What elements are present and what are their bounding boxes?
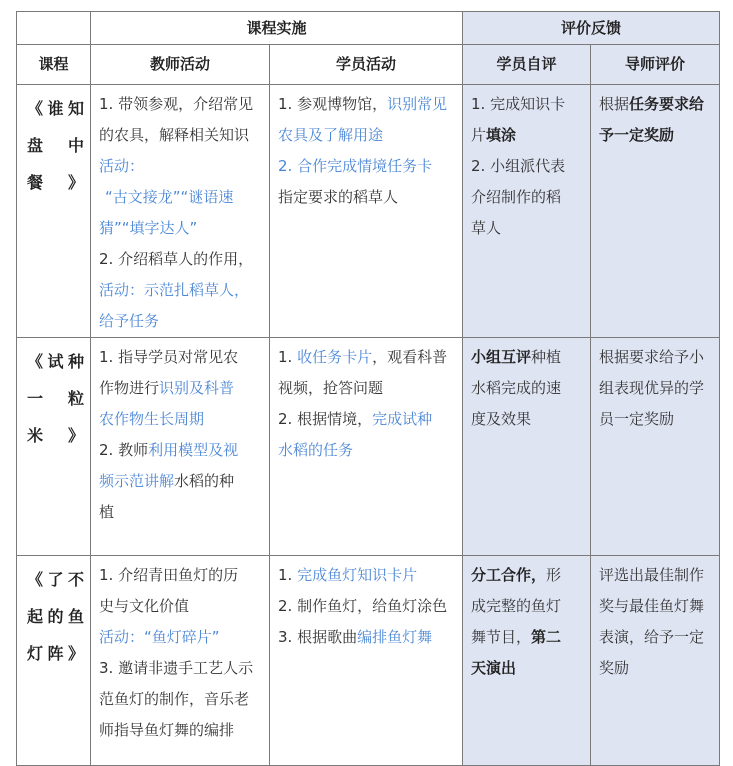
course-cell <box>17 338 91 556</box>
course-name-line: 起的鱼 <box>27 607 84 626</box>
text-segment: 种植 <box>531 348 562 366</box>
highlight-text: 农作物生长周期 <box>99 410 205 428</box>
cell-text-line <box>471 89 586 120</box>
cell-text-line <box>471 120 586 151</box>
cell-text-line <box>99 275 265 306</box>
text-segment: 3. 根据歌曲 <box>278 628 358 646</box>
course-name-line: 餐》 <box>27 173 84 192</box>
group-header-evaluation: 评价反馈 <box>463 12 720 45</box>
cell-text-line <box>99 244 265 275</box>
cell-text-line <box>471 182 586 213</box>
cell-text-line <box>471 373 586 404</box>
text-segment: 2. 小组派代表 <box>471 157 566 175</box>
bold-text: 填涂 <box>486 126 517 144</box>
text-segment: 根据 <box>599 95 630 113</box>
text-segment: 1. 完成知识卡 <box>471 95 566 113</box>
cell-text-line <box>278 591 458 622</box>
teacher-activity-cell <box>91 85 270 338</box>
self-eval-cell <box>463 338 591 556</box>
cell-text-line <box>99 466 265 497</box>
teacher-activity-cell <box>91 338 270 556</box>
cell-text-line <box>99 404 265 435</box>
highlight-text: 活动： <box>99 157 145 175</box>
cell-text-line <box>599 89 715 120</box>
text-segment: 范鱼灯的制作，音乐老 <box>99 690 250 708</box>
highlight-text: 收任务卡片 <box>297 348 373 366</box>
text-segment: 片 <box>471 126 487 144</box>
highlight-text: 利用模型及视 <box>148 441 239 459</box>
text-segment: 1. 带领参观，介绍常见 <box>99 95 254 113</box>
cell-text-line <box>99 435 265 466</box>
bold-text: 第二 <box>531 628 562 646</box>
course-name-line: 盘 中 <box>27 136 84 155</box>
table-row <box>17 338 720 556</box>
cell-text-line <box>99 373 265 404</box>
self-eval-cell <box>463 556 591 766</box>
text-segment: 指定要求的稻草人 <box>278 188 399 206</box>
course-name-line: 《试种 <box>27 352 84 371</box>
text-segment: 度及效果 <box>471 410 532 428</box>
cell-text-line <box>99 560 265 591</box>
highlight-text: “古文接龙”“谜语速 <box>105 188 234 206</box>
student-activity-cell <box>270 338 463 556</box>
cell-text-line <box>99 653 265 684</box>
cell-text-line <box>278 560 458 591</box>
teacher-activity-cell <box>91 556 270 766</box>
cell-text-line <box>278 182 458 213</box>
cell-text-line <box>599 120 715 151</box>
highlight-text: 猜”“填字达人” <box>99 219 198 237</box>
cell-text-line <box>99 306 265 337</box>
cell-text-line <box>471 151 586 182</box>
cell-text-line <box>599 591 715 622</box>
course-name-line: 一 粒 <box>27 389 84 408</box>
cell-text-line <box>99 342 265 373</box>
text-segment: 3. 邀请非遗手工艺人示 <box>99 659 254 677</box>
cell-text-line <box>471 213 586 244</box>
cell-text-line <box>99 120 265 151</box>
cell-text-line <box>99 497 265 528</box>
text-segment: 奖与最佳鱼灯舞 <box>599 597 705 615</box>
text-segment: 介绍制作的稻 <box>471 188 562 206</box>
highlight-text: 活动：示范扎稻草人， <box>99 281 250 299</box>
cell-text-line <box>599 404 715 435</box>
course-cell <box>17 556 91 766</box>
course-name-line: 灯阵》 <box>27 644 84 663</box>
text-segment: 水稻的种 <box>174 472 235 490</box>
cell-text-line <box>99 591 265 622</box>
highlight-text: 活动：“鱼灯碎片” <box>99 628 220 646</box>
col-header-course: 课程 <box>17 45 91 85</box>
course-name-line: 《谁知 <box>27 99 84 118</box>
col-header-mentor-eval: 导师评价 <box>591 45 720 85</box>
text-segment: 表演，给予一定 <box>599 628 705 646</box>
course-cell <box>17 85 91 338</box>
student-activity-cell <box>270 85 463 338</box>
highlight-text: 完成试种 <box>372 410 433 428</box>
text-segment: 作物进行 <box>99 379 160 397</box>
group-header-implementation: 课程实施 <box>91 12 463 45</box>
text-segment: 1. 介绍青田鱼灯的历 <box>99 566 239 584</box>
bold-text: 天演出 <box>471 659 517 677</box>
text-segment: 2. 介绍稻草人的作用， <box>99 250 254 268</box>
cell-text-line <box>278 120 458 151</box>
cell-text-line <box>99 715 265 746</box>
text-segment: 形 <box>546 566 562 584</box>
cell-text-line <box>99 622 265 653</box>
highlight-text: 农具及了解用途 <box>278 126 384 144</box>
cell-text-line <box>278 151 458 182</box>
highlight-text: 2. 合作完成情境任务卡 <box>278 157 433 175</box>
text-segment: 视频，抢答问题 <box>278 379 384 397</box>
cell-text-line <box>99 182 265 213</box>
cell-text-line <box>278 373 458 404</box>
bold-text: 分工合作， <box>471 566 547 584</box>
text-segment: 根据要求给予小 <box>599 348 705 366</box>
highlight-text: 编排鱼灯舞 <box>357 628 433 646</box>
empty-header-cell <box>17 12 91 45</box>
cell-text-line <box>599 342 715 373</box>
cell-text-line <box>99 213 265 244</box>
text-segment: ，观看科普 <box>372 348 448 366</box>
text-segment: 1. <box>278 566 298 584</box>
cell-text-line <box>471 560 586 591</box>
text-segment: 水稻完成的速 <box>471 379 562 397</box>
text-segment: 成完整的鱼灯 <box>471 597 562 615</box>
text-segment: 1. 指导学员对常见农 <box>99 348 239 366</box>
mentor-eval-cell <box>591 556 720 766</box>
text-segment: 师指导鱼灯舞的编排 <box>99 721 235 739</box>
cell-text-line <box>99 151 265 182</box>
col-header-student: 学员活动 <box>270 45 463 85</box>
table-row <box>17 556 720 766</box>
text-segment: 2. 制作鱼灯，给鱼灯涂色 <box>278 597 448 615</box>
text-segment: 1. 参观博物馆， <box>278 95 388 113</box>
cell-text-line <box>471 622 586 653</box>
col-header-self-eval: 学员自评 <box>463 45 591 85</box>
cell-text-line <box>99 684 265 715</box>
cell-text-line <box>99 89 265 120</box>
text-segment: 2. 教师 <box>99 441 149 459</box>
self-eval-cell <box>463 85 591 338</box>
cell-text-line <box>278 404 458 435</box>
cell-text-line <box>278 622 458 653</box>
course-name-line: 《了不 <box>27 570 84 589</box>
cell-text-line <box>471 653 586 684</box>
bold-text: 小组互评 <box>471 348 532 366</box>
bold-text: 予一定奖励 <box>599 126 675 144</box>
cell-text-line <box>599 622 715 653</box>
cell-text-line <box>278 435 458 466</box>
text-segment: 1. <box>278 348 298 366</box>
text-segment: 组表现优异的学 <box>599 379 705 397</box>
highlight-text: 给予任务 <box>99 312 160 330</box>
highlight-text: 识别常见 <box>387 95 448 113</box>
cell-text-line <box>471 342 586 373</box>
cell-text-line <box>471 591 586 622</box>
mentor-eval-cell <box>591 338 720 556</box>
course-name-line: 米》 <box>27 426 84 445</box>
cell-text-line <box>599 653 715 684</box>
text-segment: 草人 <box>471 219 502 237</box>
cell-text-line <box>471 404 586 435</box>
cell-text-line <box>599 560 715 591</box>
text-segment: 2. 根据情境， <box>278 410 373 428</box>
bold-text: 任务要求给 <box>629 95 705 113</box>
col-header-teacher: 教师活动 <box>91 45 270 85</box>
text-segment: 舞节目， <box>471 628 532 646</box>
student-activity-cell <box>270 556 463 766</box>
highlight-text: 频示范讲解 <box>99 472 175 490</box>
highlight-text: 识别及科普 <box>159 379 235 397</box>
text-segment: 的农具，解释相关知识 <box>99 126 250 144</box>
text-segment: 史与文化价值 <box>99 597 190 615</box>
text-segment: 奖励 <box>599 659 630 677</box>
table-row <box>17 85 720 338</box>
text-segment: 评选出最佳制作 <box>599 566 705 584</box>
cell-text-line <box>599 373 715 404</box>
text-segment: 员一定奖励 <box>599 410 675 428</box>
highlight-text: 完成鱼灯知识卡片 <box>297 566 418 584</box>
course-table <box>16 11 720 766</box>
mentor-eval-cell <box>591 85 720 338</box>
cell-text-line <box>278 89 458 120</box>
text-segment: 植 <box>99 503 115 521</box>
highlight-text: 水稻的任务 <box>278 441 354 459</box>
cell-text-line <box>278 342 458 373</box>
